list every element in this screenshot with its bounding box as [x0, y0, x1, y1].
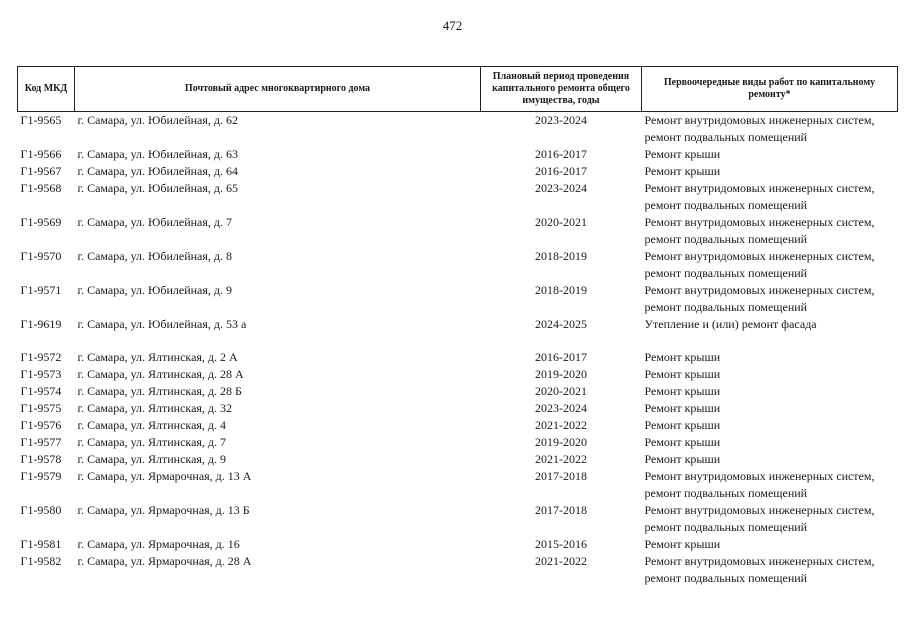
- cell-code: Г1-9573: [20, 367, 62, 381]
- cell-period: 2021-2022: [535, 418, 587, 432]
- table-row: [18, 417, 898, 434]
- cell-address: г. Самара, ул. Ялтинская, д. 7: [77, 435, 227, 449]
- cell-code: Г1-9580: [20, 503, 62, 517]
- cell-works: Ремонт крыши: [644, 537, 721, 551]
- cell-code: Г1-9582: [20, 554, 62, 568]
- cell-code: Г1-9567: [20, 164, 62, 178]
- cell-works: Ремонт крыши: [644, 164, 721, 178]
- cell-period: 2021-2022: [535, 452, 587, 466]
- cell-address: г. Самара, ул. Юбилейная, д. 62: [77, 113, 238, 127]
- table-row: [18, 112, 898, 147]
- cell-code: Г1-9569: [20, 215, 62, 229]
- cell-period: 2018-2019: [535, 249, 587, 263]
- cell-address: г. Самара, ул. Ялтинская, д. 9: [77, 452, 227, 466]
- cell-address: г. Самара, ул. Юбилейная, д. 9: [77, 283, 232, 297]
- cell-period: 2016-2017: [535, 350, 587, 364]
- cell-works: Ремонт крыши: [644, 384, 721, 398]
- table-row: [18, 468, 898, 502]
- table-row: [18, 536, 898, 553]
- cell-address: г. Самара, ул. Юбилейная, д. 65: [77, 181, 238, 195]
- cell-code: Г1-9568: [20, 181, 62, 195]
- header-period: Плановый период проведения капитального ремонта общего имущества, годы: [481, 67, 642, 112]
- table-row: [18, 349, 898, 366]
- cell-address: г. Самара, ул. Ялтинская, д. 2 А: [77, 350, 238, 364]
- table-row: [18, 451, 898, 468]
- header-works: Первоочередные виды работ по капитальному ремонту*: [642, 67, 898, 112]
- cell-period: 2021-2022: [535, 554, 587, 568]
- table-row: [18, 400, 898, 417]
- header-row: [18, 67, 898, 112]
- cell-period: 2017-2018: [535, 469, 587, 483]
- table-row: [18, 180, 898, 214]
- cell-period: 2023-2024: [535, 113, 587, 127]
- cell-code: Г1-9581: [20, 537, 62, 551]
- header-code: Код МКД: [18, 67, 75, 112]
- cell-works: Ремонт внутридомовых инженерных систем, ремонт подвальных помещений: [644, 283, 875, 314]
- cell-works: Ремонт внутридомовых инженерных систем, ремонт подвальных помещений: [644, 215, 875, 246]
- cell-works: Ремонт крыши: [644, 147, 721, 161]
- table-row: [18, 214, 898, 248]
- cell-works: Ремонт внутридомовых инженерных систем, ремонт подвальных помещений: [644, 554, 875, 585]
- cell-code: Г1-9575: [20, 401, 62, 415]
- cell-works: Ремонт внутридомовых инженерных систем, ремонт подвальных помещений: [644, 181, 875, 212]
- cell-address: г. Самара, ул. Ялтинская, д. 32: [77, 401, 233, 415]
- cell-period: 2018-2019: [535, 283, 587, 297]
- header-address: Почтовый адрес многоквартирного дома: [75, 67, 481, 112]
- cell-period: 2019-2020: [535, 435, 587, 449]
- page-number: 472: [442, 18, 463, 33]
- cell-address: г. Самара, ул. Ярмарочная, д. 13 Б: [77, 503, 250, 517]
- cell-period: 2016-2017: [535, 164, 587, 178]
- cell-period: 2020-2021: [535, 215, 587, 229]
- cell-address: г. Самара, ул. Ярмарочная, д. 28 А: [77, 554, 252, 568]
- table-row: [18, 163, 898, 180]
- cell-works: Ремонт внутридомовых инженерных систем, ремонт подвальных помещений: [644, 469, 875, 500]
- cell-works: Ремонт внутридомовых инженерных систем, ремонт подвальных помещений: [644, 249, 875, 280]
- cell-address: г. Самара, ул. Юбилейная, д. 8: [77, 249, 232, 263]
- table-header: [18, 67, 898, 112]
- cell-code: Г1-9571: [20, 283, 62, 297]
- cell-period: 2015-2016: [535, 537, 587, 551]
- cell-code: Г1-9566: [20, 147, 62, 161]
- cell-address: г. Самара, ул. Юбилейная, д. 64: [77, 164, 238, 178]
- cell-address: г. Самара, ул. Ялтинская, д. 28 Б: [77, 384, 242, 398]
- table-row: [18, 553, 898, 587]
- cell-address: г. Самара, ул. Ялтинская, д. 4: [77, 418, 227, 432]
- table-body: [18, 112, 898, 588]
- cell-works: Ремонт внутридомовых инженерных систем, ремонт подвальных помещений: [644, 503, 875, 534]
- table-row: [18, 434, 898, 451]
- cell-address: г. Самара, ул. Юбилейная, д. 63: [77, 147, 238, 161]
- table-row: [18, 146, 898, 163]
- cell-code: Г1-9570: [20, 249, 62, 263]
- cell-code: Г1-9576: [20, 418, 62, 432]
- cell-code: Г1-9565: [20, 113, 62, 127]
- cell-code: Г1-9577: [20, 435, 62, 449]
- table-row: [18, 248, 898, 282]
- cell-address: г. Самара, ул. Ярмарочная, д. 13 А: [77, 469, 252, 483]
- cell-address: г. Самара, ул. Юбилейная, д. 7: [77, 215, 232, 229]
- cell-works: Ремонт крыши: [644, 401, 721, 415]
- cell-period: 2023-2024: [535, 401, 587, 415]
- table-row: [18, 366, 898, 383]
- cell-code: Г1-9579: [20, 469, 62, 483]
- cell-code: Г1-9572: [20, 350, 62, 364]
- cell-works: Ремонт крыши: [644, 435, 721, 449]
- cell-works: Ремонт внутридомовых инженерных систем, ремонт подвальных помещений: [644, 113, 875, 144]
- capital-repair-table: [17, 66, 898, 587]
- cell-period: 2023-2024: [535, 181, 587, 195]
- cell-works: Ремонт крыши: [644, 367, 721, 381]
- cell-period: 2019-2020: [535, 367, 587, 381]
- table-row: [18, 383, 898, 400]
- cell-address: г. Самара, ул. Ялтинская, д. 28 А: [77, 367, 244, 381]
- cell-address: г. Самара, ул. Ярмарочная, д. 16: [77, 537, 240, 551]
- cell-code: Г1-9619: [20, 317, 62, 331]
- cell-period: 2020-2021: [535, 384, 587, 398]
- cell-period: 2017-2018: [535, 503, 587, 517]
- table-row: [18, 316, 898, 349]
- cell-address: г. Самара, ул. Юбилейная, д. 53 а: [77, 317, 247, 331]
- cell-works: Ремонт крыши: [644, 418, 721, 432]
- cell-code: Г1-9578: [20, 452, 62, 466]
- cell-works: Ремонт крыши: [644, 350, 721, 364]
- cell-period: 2016-2017: [535, 147, 587, 161]
- cell-works: Утепление и (или) ремонт фасада: [644, 317, 817, 331]
- cell-period: 2024-2025: [535, 317, 587, 331]
- table-row: [18, 282, 898, 316]
- cell-works: Ремонт крыши: [644, 452, 721, 466]
- table-row: [18, 502, 898, 536]
- cell-code: Г1-9574: [20, 384, 62, 398]
